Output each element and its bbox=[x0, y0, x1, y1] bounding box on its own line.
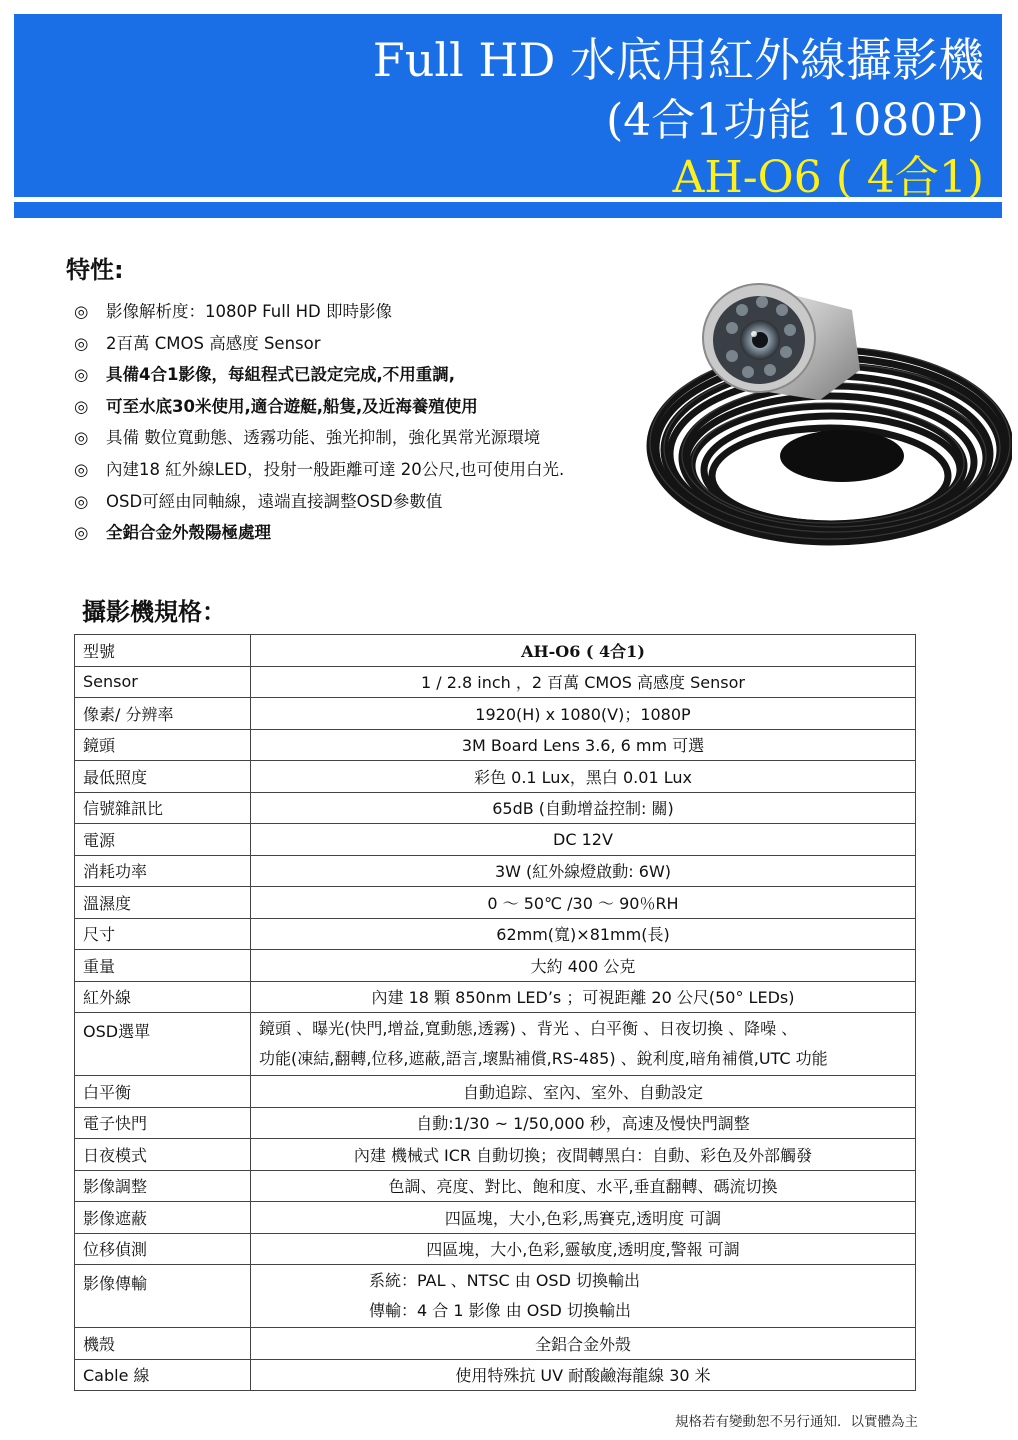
spec-key: 電子快門 bbox=[75, 1107, 251, 1139]
feature-text: 2百萬 CMOS 高感度 Sensor bbox=[106, 333, 321, 353]
table-row bbox=[75, 761, 916, 793]
bullet-icon: ◎ bbox=[74, 302, 89, 321]
spec-value: 內建 18 顆 850nm LED’s ；可視距離 20 公尺(50° LEDs) bbox=[251, 981, 916, 1013]
spec-value: 大約 400 公克 bbox=[251, 950, 916, 982]
spec-key: 影像調整 bbox=[75, 1170, 251, 1202]
spec-key: Sensor bbox=[75, 666, 251, 698]
spec-value: 全鋁合金外殼 bbox=[251, 1328, 916, 1360]
table-row bbox=[75, 918, 916, 950]
spec-key: 紅外線 bbox=[75, 981, 251, 1013]
spec-key: 像素/ 分辨率 bbox=[75, 698, 251, 730]
feature-text: OSD可經由同軸線，遠端直接調整OSD參數值 bbox=[106, 491, 443, 511]
camera-product-image bbox=[624, 278, 1012, 560]
spec-value-line: 系統：PAL 、NTSC 由 OSD 切換輸出 bbox=[369, 1271, 640, 1290]
spec-value: 四區塊，大小,色彩,馬賽克,透明度 可調 bbox=[251, 1202, 916, 1234]
spec-value: 使用特殊抗 UV 耐酸鹼海龍線 30 米 bbox=[251, 1359, 916, 1391]
feature-item bbox=[74, 454, 634, 486]
spec-value: 色調、亮度、對比、飽和度、水平,垂直翻轉、碼流切換 bbox=[251, 1170, 916, 1202]
table-row bbox=[75, 981, 916, 1013]
spec-key: 最低照度 bbox=[75, 761, 251, 793]
feature-text: 具備 數位寬動態、透霧功能、強光抑制，強化異常光源環境 bbox=[106, 428, 541, 448]
table-row bbox=[75, 1265, 916, 1328]
spec-key: 白平衡 bbox=[75, 1076, 251, 1108]
feature-text: 內建18 紅外線LED，投射一般距離可達 20公尺,也可使用白光. bbox=[106, 459, 565, 479]
bullet-icon: ◎ bbox=[74, 333, 89, 353]
title-line-1: Full HD 水底用紅外線攝影機 bbox=[372, 33, 984, 87]
table-row bbox=[75, 1013, 916, 1076]
specs-heading: 攝影機規格： bbox=[82, 598, 226, 626]
table-row bbox=[75, 1076, 916, 1108]
spec-value: 0 ～ 50℃ /30 ～ 90％RH bbox=[251, 887, 916, 919]
spec-value: 1920(H) x 1080(V)；1080P bbox=[251, 698, 916, 730]
feature-item bbox=[74, 296, 634, 328]
table-row bbox=[75, 635, 916, 667]
spec-key: 電源 bbox=[75, 824, 251, 856]
table-row bbox=[75, 824, 916, 856]
spec-value: DC 12V bbox=[251, 824, 916, 856]
spec-key: OSD選單 bbox=[75, 1013, 251, 1076]
spec-value: 自動追踪、室內、室外、自動設定 bbox=[251, 1076, 916, 1108]
bullet-icon: ◎ bbox=[74, 428, 89, 448]
spec-value bbox=[251, 1265, 916, 1328]
spec-value-line: 鏡頭 、曝光(快門,增益,寬動態,透霧) 、背光 、白平衡 、日夜切換 、降噪 、 bbox=[259, 1019, 798, 1038]
spec-key: 日夜模式 bbox=[75, 1139, 251, 1171]
spec-key: 信號雜訊比 bbox=[75, 792, 251, 824]
table-row bbox=[75, 666, 916, 698]
footer-note: 規格若有變動恕不另行通知．以實體為主 bbox=[675, 1414, 918, 1430]
table-row bbox=[75, 698, 916, 730]
feature-item bbox=[74, 422, 634, 454]
spec-key: 消耗功率 bbox=[75, 855, 251, 887]
spec-value-line: 功能(凍結,翻轉,位移,遮蔽,語言,壞點補償,RS-485) 、銳利度,暗角補償,UTC 功能 bbox=[259, 1049, 828, 1068]
spec-key: 尺寸 bbox=[75, 918, 251, 950]
spec-key: 溫濕度 bbox=[75, 887, 251, 919]
feature-text: 可至水底30米使用,適合遊艇,船隻,及近海養殖使用 bbox=[106, 396, 478, 416]
features-heading: 特性: bbox=[66, 256, 124, 284]
spec-table bbox=[74, 634, 916, 1391]
feature-text: 全鋁合金外殼陽極處理 bbox=[106, 523, 271, 543]
spec-key: 型號 bbox=[75, 635, 251, 667]
table-row bbox=[75, 950, 916, 982]
feature-text: 影像解析度：1080P Full HD 即時影像 bbox=[106, 302, 393, 321]
spec-key: 鏡頭 bbox=[75, 729, 251, 761]
spec-value bbox=[251, 1013, 916, 1076]
spec-value: 3M Board Lens 3.6, 6 mm 可選 bbox=[251, 729, 916, 761]
table-row bbox=[75, 1328, 916, 1360]
feature-item bbox=[74, 391, 634, 423]
spec-value: 自動:1/30 ~ 1/50,000 秒，高速及慢快門調整 bbox=[251, 1107, 916, 1139]
table-row bbox=[75, 1359, 916, 1391]
feature-text: 具備4合1影像，每組程式已設定完成,不用重調, bbox=[106, 365, 455, 385]
spec-value: 1 / 2.8 inch ，2 百萬 CMOS 高感度 Sensor bbox=[251, 666, 916, 698]
feature-item bbox=[74, 328, 634, 360]
spec-key: 影像遮蔽 bbox=[75, 1202, 251, 1234]
table-row bbox=[75, 1139, 916, 1171]
table-row bbox=[75, 792, 916, 824]
bullet-icon: ◎ bbox=[74, 365, 89, 385]
table-row bbox=[75, 1107, 916, 1139]
table-row bbox=[75, 1170, 916, 1202]
spec-key: 位移偵測 bbox=[75, 1233, 251, 1265]
table-row bbox=[75, 855, 916, 887]
table-row bbox=[75, 1233, 916, 1265]
bullet-icon: ◎ bbox=[74, 396, 89, 416]
title-line-2: (4合1功能 1080P) bbox=[606, 95, 984, 146]
feature-item bbox=[74, 517, 634, 549]
feature-item bbox=[74, 359, 634, 391]
table-row bbox=[75, 1202, 916, 1234]
feature-item bbox=[74, 486, 634, 518]
spec-value: 彩色 0.1 Lux，黑白 0.01 Lux bbox=[251, 761, 916, 793]
spec-value-line: 傳輸：4 合 1 影像 由 OSD 切換輸出 bbox=[369, 1301, 631, 1320]
spec-key: Cable 線 bbox=[75, 1359, 251, 1391]
spec-value: 內建 機械式 ICR 自動切換；夜間轉黑白：自動、彩色及外部觸發 bbox=[251, 1139, 916, 1171]
title-model: AH-O6 ( 4合1) bbox=[672, 152, 984, 203]
spec-value: 3W (紅外線燈啟動: 6W) bbox=[251, 855, 916, 887]
spec-value: 四區塊，大小,色彩,靈敏度,透明度,警報 可調 bbox=[251, 1233, 916, 1265]
spec-key: 影像傳輸 bbox=[75, 1265, 251, 1328]
spec-key: 機殼 bbox=[75, 1328, 251, 1360]
bullet-icon: ◎ bbox=[74, 459, 89, 479]
spec-value: AH-O6 ( 4合1) bbox=[251, 635, 916, 667]
bullet-icon: ◎ bbox=[74, 491, 89, 511]
spec-key: 重量 bbox=[75, 950, 251, 982]
features-list bbox=[74, 296, 634, 549]
table-row bbox=[75, 887, 916, 919]
spec-value: 65dB (自動增益控制: 關) bbox=[251, 792, 916, 824]
spec-value: 62mm(寬)×81mm(長) bbox=[251, 918, 916, 950]
bullet-icon: ◎ bbox=[74, 523, 89, 543]
table-row bbox=[75, 729, 916, 761]
